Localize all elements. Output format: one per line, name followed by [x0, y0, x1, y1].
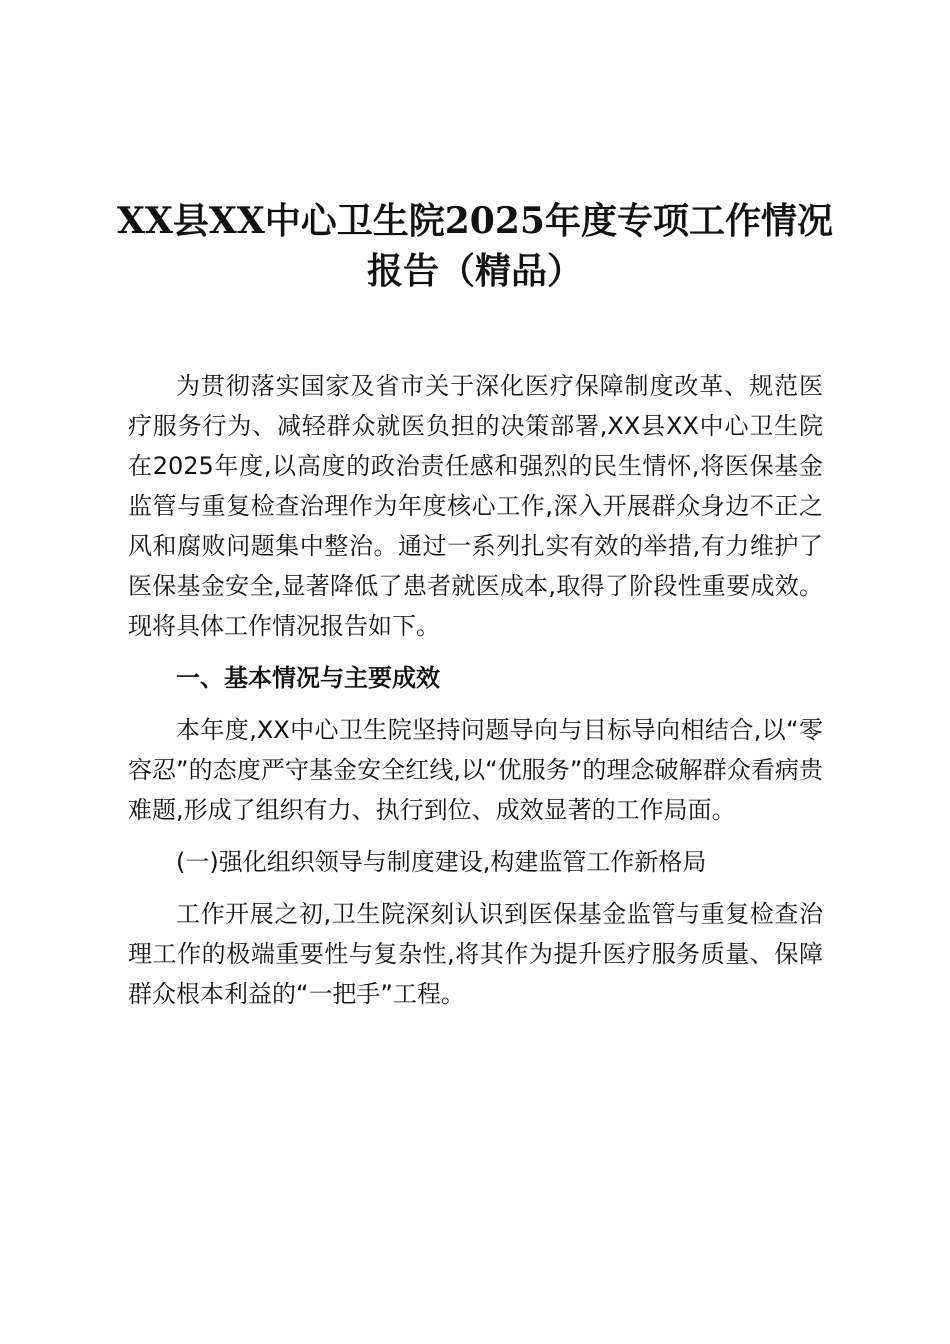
section-heading-1: 一、基本情况与主要成效 — [176, 664, 440, 692]
subsection-1-paragraph: 工作开展之初,卫生院深刻认识到医保基金监管与重复检查治理工作的极端重要性与复杂性,将其作为提升医疗服务质量、保障群众根本利益的“一把手”工程。 — [128, 900, 823, 1008]
document-body — [128, 366, 823, 1026]
subsection-heading-1: (一)强化组织领导与制度建设,构建监管工作新格局 — [176, 848, 707, 876]
section-1-paragraph: 本年度,XX中心卫生院坚持问题导向与目标导向相结合,以“零容忍”的态度严守基金安全红线,以“优服务”的理念破解群众看病贵难题,形成了组织有力、执行到位、成效显著的工作局面。 — [128, 716, 823, 824]
intro-paragraph: 为贯彻落实国家及省市关于深化医疗保障制度改革、规范医疗服务行为、减轻群众就医负担的决策部署,XX县XX中心卫生院在2025年度,以高度的政治责任感和强烈的民生情怀,将医保基金监管与重复检查治理作为年度核心工作,深入开展群众身边不正之风和腐败问题集中整治。通过一系列扎实有效的举措,有力维护了医保基金安全,显著降低了患者就医成本,取得了阶段性重要成效。现将具体工作情况报告如下。 — [128, 372, 823, 640]
document-title: XX县XX中心卫生院2025年度专项工作情况报告（精品） — [117, 200, 833, 292]
